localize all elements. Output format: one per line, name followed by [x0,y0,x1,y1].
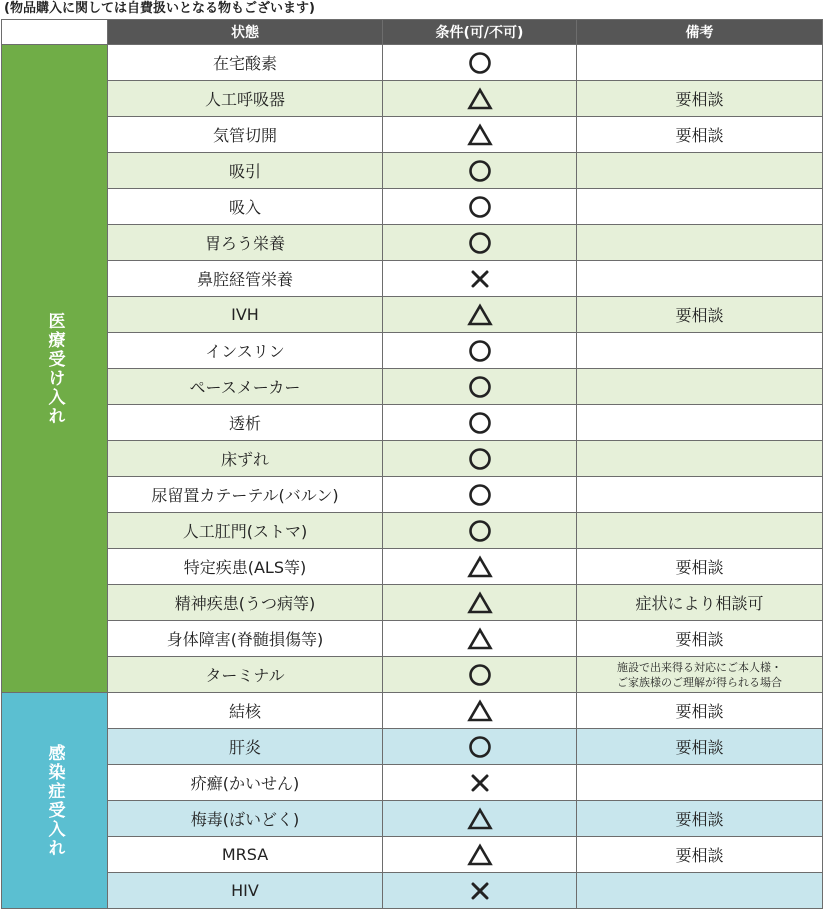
header-remarks: 備考 [577,20,823,45]
condition-cell [383,765,577,801]
remarks-cell: 症状により相談可 [577,585,823,621]
circle-icon [467,50,493,76]
state-cell: 肝炎 [108,729,383,765]
table-row [2,225,823,261]
remarks-cell [577,441,823,477]
state-cell: 在宅酸素 [108,45,383,81]
state-cell: 結核 [108,693,383,729]
state-cell: ターミナル [108,657,383,693]
circle-icon [467,338,493,364]
table-row [2,765,823,801]
table-row [2,261,823,297]
table-row [2,657,823,693]
circle-icon [467,194,493,220]
state-cell: 胃ろう栄養 [108,225,383,261]
state-cell: HIV [108,873,383,909]
state-cell: 床ずれ [108,441,383,477]
condition-cell [383,189,577,225]
circle-icon [467,410,493,436]
cross-icon [467,770,493,796]
remarks-cell [577,369,823,405]
category-infection: 感染症受入れ [2,693,108,909]
condition-cell [383,369,577,405]
table-row [2,837,823,873]
triangle-icon [467,590,493,616]
triangle-icon [467,122,493,148]
remarks-cell [577,405,823,441]
remarks-cell: 要相談 [577,549,823,585]
triangle-icon [467,698,493,724]
table-row [2,729,823,765]
circle-icon [467,374,493,400]
remarks-cell: 施設で出来得る対応にご本人様・ ご家族様のご理解が得られる場合 [577,657,823,693]
triangle-icon [467,806,493,832]
table-row [2,549,823,585]
remarks-cell [577,333,823,369]
circle-icon [467,230,493,256]
condition-cell [383,153,577,189]
condition-cell [383,693,577,729]
condition-cell [383,117,577,153]
remarks-cell: 要相談 [577,621,823,657]
state-cell: 梅毒(ばいどく) [108,801,383,837]
remarks-cell: 要相談 [577,81,823,117]
triangle-icon [467,302,493,328]
category-medical: 医療受け入れ [2,45,108,693]
condition-cell [383,621,577,657]
remarks-cell [577,225,823,261]
remarks-cell [577,873,823,909]
state-cell: 吸引 [108,153,383,189]
table-row [2,621,823,657]
condition-cell [383,873,577,909]
state-cell: 鼻腔経管栄養 [108,261,383,297]
triangle-icon [467,842,493,868]
remarks-cell: 要相談 [577,297,823,333]
table-row [2,873,823,909]
table-row [2,585,823,621]
table-row [2,297,823,333]
table-row [2,513,823,549]
table-row [2,45,823,81]
circle-icon [467,446,493,472]
circle-icon [467,158,493,184]
state-cell: 尿留置カテーテル(バルン) [108,477,383,513]
page-note: (物品購入に関しては自費扱いとなる物もございます) [4,1,315,16]
circle-icon [467,662,493,688]
remarks-cell [577,477,823,513]
circle-icon [467,518,493,544]
remarks-cell: 要相談 [577,837,823,873]
header-condition: 条件(可/不可) [383,20,577,45]
table-row [2,333,823,369]
condition-cell [383,333,577,369]
table-row [2,801,823,837]
state-cell: 身体障害(脊髄損傷等) [108,621,383,657]
condition-cell [383,225,577,261]
circle-icon [467,482,493,508]
table-header-row [2,20,823,45]
condition-cell [383,441,577,477]
table-row [2,477,823,513]
table-row [2,117,823,153]
remarks-cell [577,153,823,189]
table-row [2,81,823,117]
triangle-icon [467,554,493,580]
cross-icon [467,878,493,904]
condition-cell [383,297,577,333]
triangle-icon [467,86,493,112]
condition-cell [383,837,577,873]
remarks-cell [577,261,823,297]
table-row [2,189,823,225]
remarks-cell [577,189,823,225]
table-row [2,405,823,441]
remarks-cell: 要相談 [577,801,823,837]
condition-cell [383,657,577,693]
state-cell: 人工呼吸器 [108,81,383,117]
table-row [2,441,823,477]
cross-icon [467,266,493,292]
state-cell: MRSA [108,837,383,873]
state-cell: ペースメーカー [108,369,383,405]
state-cell: 人工肛門(ストマ) [108,513,383,549]
condition-cell [383,585,577,621]
state-cell: 精神疾患(うつ病等) [108,585,383,621]
state-cell: IVH [108,297,383,333]
condition-cell [383,801,577,837]
table-row [2,693,823,729]
header-state: 状態 [108,20,383,45]
condition-cell [383,45,577,81]
condition-cell [383,261,577,297]
remarks-cell: 要相談 [577,729,823,765]
acceptance-table [1,19,823,909]
condition-cell [383,513,577,549]
condition-cell [383,477,577,513]
remarks-cell [577,765,823,801]
header-category [2,20,108,45]
remarks-cell: 要相談 [577,117,823,153]
state-cell: 疥癬(かいせん) [108,765,383,801]
state-cell: 吸入 [108,189,383,225]
triangle-icon [467,626,493,652]
state-cell: 気管切開 [108,117,383,153]
table-row [2,369,823,405]
circle-icon [467,734,493,760]
state-cell: 特定疾患(ALS等) [108,549,383,585]
remarks-cell [577,45,823,81]
state-cell: 透析 [108,405,383,441]
condition-cell [383,549,577,585]
remarks-cell: 要相談 [577,693,823,729]
condition-cell [383,81,577,117]
condition-cell [383,729,577,765]
condition-cell [383,405,577,441]
remarks-cell [577,513,823,549]
state-cell: インスリン [108,333,383,369]
table-body [2,45,823,909]
table-row [2,153,823,189]
